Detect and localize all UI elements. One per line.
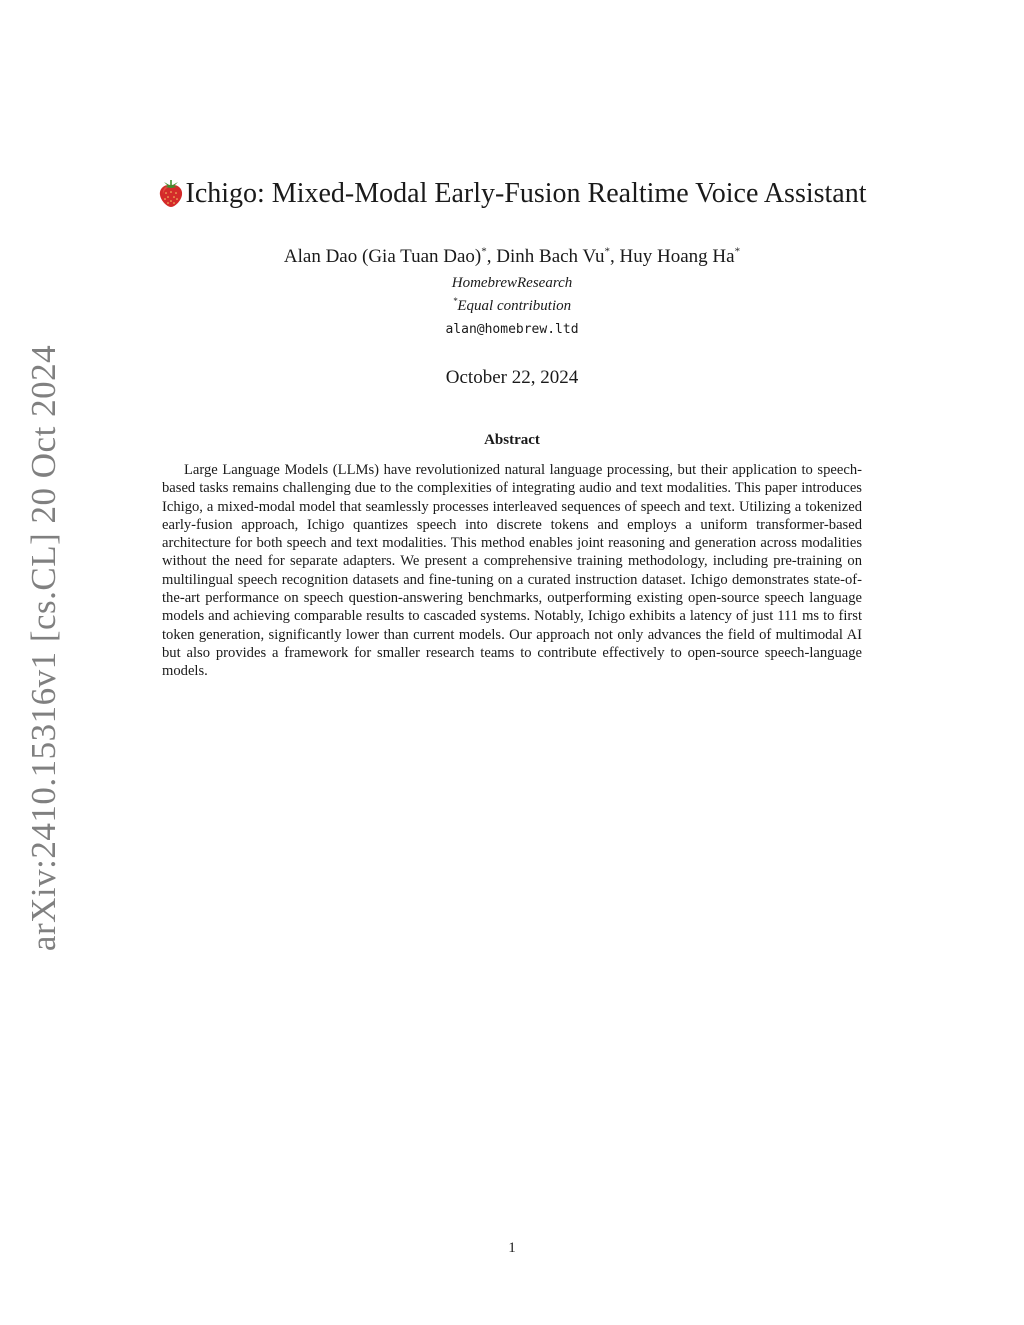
contribution-text: Equal contribution bbox=[457, 298, 572, 314]
author-mark: * bbox=[734, 245, 741, 258]
author-name: Dinh Bach Vu bbox=[496, 246, 605, 267]
publication-date: October 22, 2024 bbox=[445, 367, 579, 388]
email-address: alan@homebrew.ltd bbox=[445, 322, 579, 337]
author-name: Huy Hoang Ha bbox=[619, 246, 735, 267]
contribution-mark: * bbox=[452, 296, 458, 306]
title-block bbox=[0, 178, 1024, 210]
abstract-heading: Abstract bbox=[484, 432, 540, 448]
author-mark: * bbox=[481, 245, 487, 258]
affiliation: HomebrewResearch bbox=[451, 275, 573, 291]
author-separator: , bbox=[486, 246, 497, 267]
author-mark: * bbox=[604, 245, 611, 258]
abstract-text: Large Language Models (LLMs) have revolutionized natural language processing, but their application to speech-based tasks remains challenging due to the complexities of integrating audio and text modalities. This paper introduces Ichigo, a mixed-modal model that seamlessly processes interleaved sequences of speech and text. Utilizing a tokenized early-fusion approach, Ichigo quantizes speech into discrete tokens and employs a uniform transformer-based architecture for both speech and text modalities. This method enables joint reasoning and generation across modalities without the need for separate adapters. We present a comprehensive training methodology, including pre-training on multilingual speech recognition datasets and fine-tuning on a curated instruction dataset. Ichigo demonstrates state-of-the-art performance on speech question-answering benchmarks, outperforming existing open-source speech language models and achieving comparable results to cascaded systems. Notably, Ichigo exhibits a latency of just 111 ms to first token generation, significantly lower than current models. Our approach not only advances the field of multimodal AI but also provides a framework for smaller research teams to contribute effectively to open-source speech-language models. bbox=[162, 462, 862, 680]
author-name: Alan Dao (Gia Tuan Dao) bbox=[283, 246, 482, 267]
strawberry-icon bbox=[158, 178, 184, 208]
arxiv-identifier: arXiv:2410.15316v1 [cs.CL] 20 Oct 2024 bbox=[24, 344, 63, 952]
paper-title: Ichigo: Mixed-Modal Early-Fusion Realtime Voice Assistant bbox=[185, 178, 867, 209]
author-separator: , bbox=[610, 246, 620, 267]
author-list bbox=[0, 246, 1024, 268]
contribution-note bbox=[0, 298, 1024, 315]
page-number: 1 bbox=[508, 1240, 516, 1256]
